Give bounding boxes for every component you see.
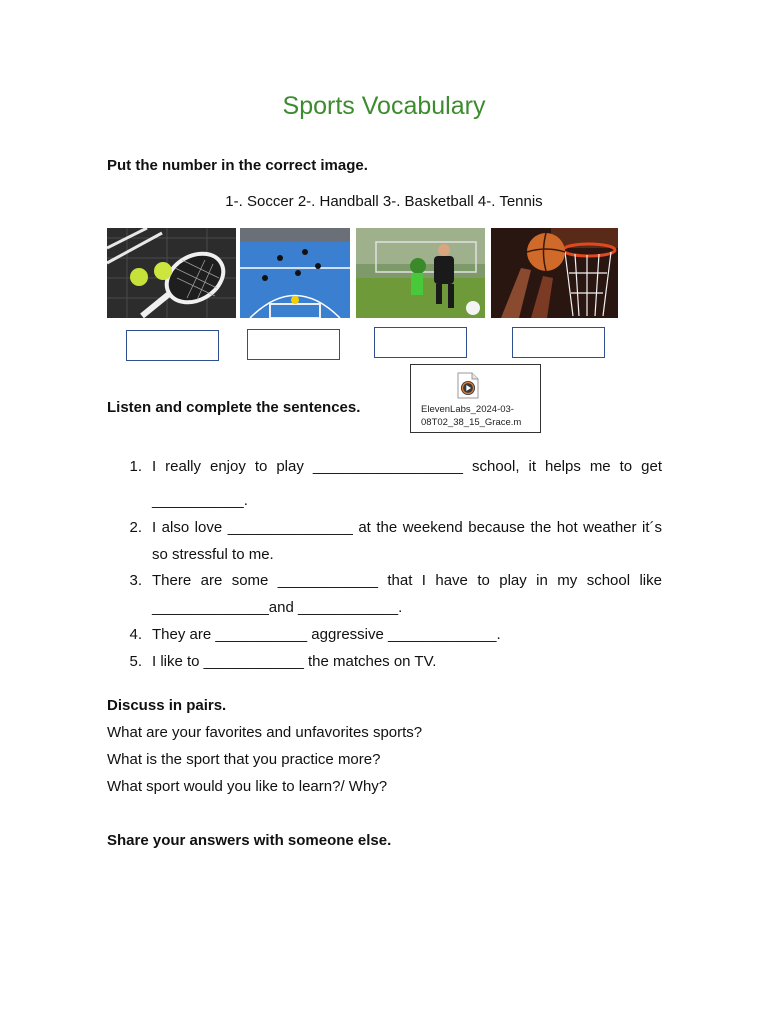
instruction-listen: Listen and complete the sentences. (107, 399, 361, 416)
word-list: 1-. Soccer 2-. Handball 3-. Basketball 4-. Tennis (225, 193, 543, 210)
sentence-5-line-1: I like to ____________ the matches on TV. (152, 653, 437, 670)
sentence-number: 4. (129, 626, 142, 643)
attachment-filename: ElevenLabs_2024-03- 08T02_38_15_Grace.m (421, 404, 522, 428)
instruction-match: Put the number in the correct image. (107, 157, 368, 174)
sentence-number: 3. (129, 572, 142, 589)
answer-box-handball[interactable] (247, 329, 340, 360)
tennis-image (107, 228, 236, 318)
page-title: Sports Vocabulary (282, 92, 486, 120)
sentence-3-line-1: There are some ____________ that I have to play in my school like (152, 572, 662, 589)
closing-instruction: Share your answers with someone else. (107, 832, 392, 849)
sentence-3-line-2: ______________and ____________. (152, 599, 403, 616)
play-media-icon (457, 372, 479, 399)
audio-attachment[interactable] (410, 364, 541, 433)
sentence-number: 5. (129, 653, 142, 670)
handball-image (240, 228, 350, 318)
answer-box-basketball[interactable] (512, 327, 605, 358)
sentence-1-line-1: I really enjoy to play __________________ school, it helps me to get (152, 458, 662, 475)
question-1: What are your favorites and unfavorites sports? (107, 724, 423, 741)
sentence-2-line-2: so stressful to me. (152, 546, 274, 563)
sentence-1-line-2: ___________. (152, 492, 248, 509)
question-3: What sport would you like to learn?/ Why? (107, 778, 388, 795)
answer-box-soccer[interactable] (374, 327, 467, 358)
answer-box-tennis[interactable] (126, 330, 219, 361)
soccer-image (356, 228, 485, 318)
discuss-heading: Discuss in pairs. (107, 697, 227, 714)
question-2: What is the sport that you practice more? (107, 751, 381, 768)
sentence-number: 2. (129, 519, 142, 536)
sentence-4-line-1: They are ___________ aggressive _____________. (152, 626, 501, 643)
sentence-2-line-1: I also love _______________ at the weekend because the hot weather it´s (152, 519, 662, 536)
basketball-image (491, 228, 618, 318)
sentence-number: 1. (129, 458, 142, 475)
